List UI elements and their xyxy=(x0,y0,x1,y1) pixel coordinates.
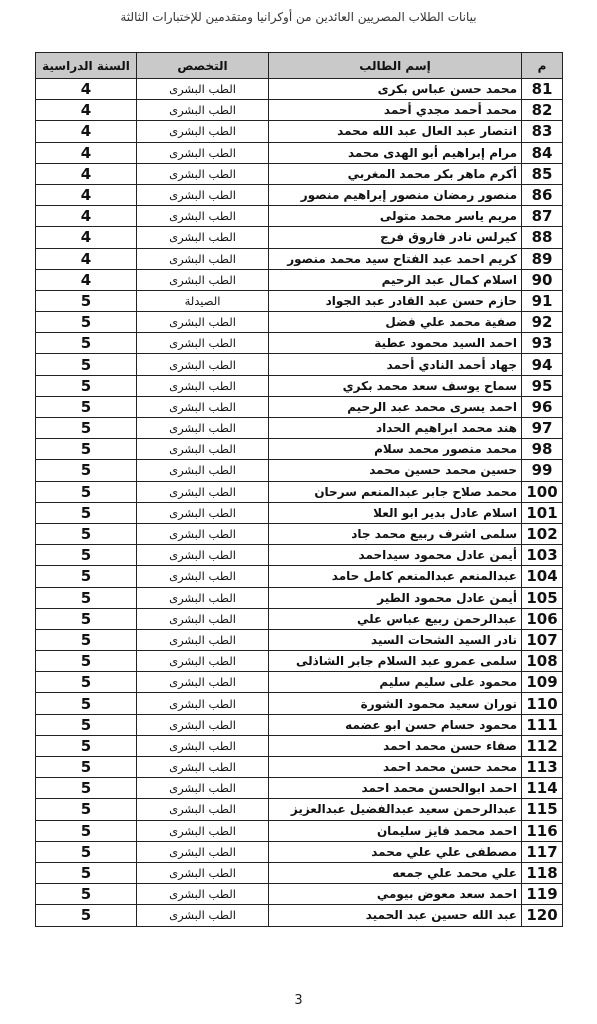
student-name: علي محمد علي جمعه xyxy=(269,862,522,883)
row-number: 85 xyxy=(522,163,563,184)
specialty: الطب البشرى xyxy=(137,608,269,629)
student-name: محمد صلاح جابر عبدالمنعم سرحان xyxy=(269,481,522,502)
study-year: 5 xyxy=(36,714,137,735)
table-row xyxy=(36,100,563,121)
study-year: 4 xyxy=(36,269,137,290)
study-year: 5 xyxy=(36,396,137,417)
specialty: الطب البشرى xyxy=(137,206,269,227)
student-name: اسلام عادل بدير ابو العلا xyxy=(269,502,522,523)
specialty: الطب البشرى xyxy=(137,502,269,523)
specialty: الطب البشرى xyxy=(137,841,269,862)
table-row xyxy=(36,629,563,650)
row-number: 86 xyxy=(522,184,563,205)
table-row xyxy=(36,439,563,460)
specialty: الطب البشرى xyxy=(137,248,269,269)
study-year: 4 xyxy=(36,79,137,100)
study-year: 5 xyxy=(36,523,137,544)
header-name: إسم الطالب xyxy=(269,53,522,79)
specialty: الطب البشرى xyxy=(137,672,269,693)
specialty: الطب البشرى xyxy=(137,693,269,714)
study-year: 5 xyxy=(36,778,137,799)
study-year: 5 xyxy=(36,841,137,862)
row-number: 107 xyxy=(522,629,563,650)
row-number: 106 xyxy=(522,608,563,629)
row-number: 105 xyxy=(522,587,563,608)
row-number: 101 xyxy=(522,502,563,523)
students-table-container xyxy=(35,52,562,927)
study-year: 5 xyxy=(36,629,137,650)
row-number: 82 xyxy=(522,100,563,121)
student-name: احمد السيد محمود عطية xyxy=(269,333,522,354)
row-number: 112 xyxy=(522,735,563,756)
study-year: 5 xyxy=(36,862,137,883)
student-name: عبد الله حسين عبد الحميد xyxy=(269,905,522,926)
student-name: أيمن عادل محمود سيداحمد xyxy=(269,545,522,566)
table-row xyxy=(36,651,563,672)
row-number: 90 xyxy=(522,269,563,290)
row-number: 102 xyxy=(522,523,563,544)
specialty: الطب البشرى xyxy=(137,269,269,290)
table-row xyxy=(36,79,563,100)
study-year: 5 xyxy=(36,566,137,587)
row-number: 81 xyxy=(522,79,563,100)
table-row xyxy=(36,799,563,820)
table-row xyxy=(36,545,563,566)
specialty: الطب البشرى xyxy=(137,396,269,417)
study-year: 5 xyxy=(36,799,137,820)
students-table xyxy=(35,52,563,927)
student-name: محمد منصور محمد سلام xyxy=(269,439,522,460)
study-year: 4 xyxy=(36,206,137,227)
row-number: 97 xyxy=(522,418,563,439)
specialty: الطب البشرى xyxy=(137,184,269,205)
study-year: 5 xyxy=(36,587,137,608)
student-name: محمد حسن عباس بكرى xyxy=(269,79,522,100)
study-year: 4 xyxy=(36,227,137,248)
study-year: 5 xyxy=(36,333,137,354)
specialty: الطب البشرى xyxy=(137,439,269,460)
student-name: صفية محمد علي فضل xyxy=(269,312,522,333)
row-number: 84 xyxy=(522,142,563,163)
specialty: الطب البشرى xyxy=(137,481,269,502)
study-year: 5 xyxy=(36,693,137,714)
study-year: 5 xyxy=(36,502,137,523)
specialty: الطب البشرى xyxy=(137,566,269,587)
student-name: نادر السيد الشحات السيد xyxy=(269,629,522,650)
student-name: اسلام كمال عبد الرحيم xyxy=(269,269,522,290)
specialty: الطب البشرى xyxy=(137,862,269,883)
table-row xyxy=(36,820,563,841)
student-name: هند محمد ابراهيم الحداد xyxy=(269,418,522,439)
student-name: احمد محمد فايز سليمان xyxy=(269,820,522,841)
specialty: الطب البشرى xyxy=(137,142,269,163)
study-year: 5 xyxy=(36,608,137,629)
table-row xyxy=(36,460,563,481)
student-name: نوران سعيد محمود الشورة xyxy=(269,693,522,714)
row-number: 89 xyxy=(522,248,563,269)
study-year: 5 xyxy=(36,481,137,502)
study-year: 5 xyxy=(36,418,137,439)
row-number: 94 xyxy=(522,354,563,375)
student-name: احمد يسرى محمد عبد الرحيم xyxy=(269,396,522,417)
student-name: مرام إبراهيم أبو الهدى محمد xyxy=(269,142,522,163)
table-row xyxy=(36,269,563,290)
row-number: 115 xyxy=(522,799,563,820)
table-row xyxy=(36,142,563,163)
study-year: 5 xyxy=(36,354,137,375)
table-row xyxy=(36,862,563,883)
table-row xyxy=(36,523,563,544)
specialty: الطب البشرى xyxy=(137,629,269,650)
specialty: الطب البشرى xyxy=(137,545,269,566)
header-year: السنة الدراسية xyxy=(36,53,137,79)
study-year: 5 xyxy=(36,757,137,778)
specialty: الطب البشرى xyxy=(137,375,269,396)
row-number: 91 xyxy=(522,290,563,311)
row-number: 120 xyxy=(522,905,563,926)
page-number: 3 xyxy=(294,993,303,1008)
study-year: 5 xyxy=(36,460,137,481)
specialty: الطب البشرى xyxy=(137,778,269,799)
specialty: الطب البشرى xyxy=(137,312,269,333)
student-name: محمد أحمد مجدي أحمد xyxy=(269,100,522,121)
specialty: الطب البشرى xyxy=(137,163,269,184)
table-row xyxy=(36,714,563,735)
specialty: الطب البشرى xyxy=(137,354,269,375)
student-name: احمد ابوالحسن محمد احمد xyxy=(269,778,522,799)
table-row xyxy=(36,757,563,778)
table-row xyxy=(36,312,563,333)
table-row xyxy=(36,587,563,608)
row-number: 103 xyxy=(522,545,563,566)
table-row xyxy=(36,375,563,396)
specialty: الطب البشرى xyxy=(137,714,269,735)
study-year: 4 xyxy=(36,121,137,142)
student-name: سلمى اشرف ربيع محمد جاد xyxy=(269,523,522,544)
student-name: حازم حسن عبد القادر عبد الجواد xyxy=(269,290,522,311)
student-name: منصور رمضان منصور إبراهيم منصور xyxy=(269,184,522,205)
table-row xyxy=(36,735,563,756)
table-row xyxy=(36,206,563,227)
table-row xyxy=(36,841,563,862)
table-body xyxy=(36,79,563,927)
study-year: 5 xyxy=(36,884,137,905)
student-name: مصطفى علي علي محمد xyxy=(269,841,522,862)
table-header-row xyxy=(36,53,563,79)
specialty: الطب البشرى xyxy=(137,884,269,905)
specialty: الصيدلة xyxy=(137,290,269,311)
table-row xyxy=(36,396,563,417)
table-row xyxy=(36,566,563,587)
student-name: كريم احمد عبد الفتاح سيد محمد منصور xyxy=(269,248,522,269)
row-number: 100 xyxy=(522,481,563,502)
study-year: 5 xyxy=(36,672,137,693)
specialty: الطب البشرى xyxy=(137,333,269,354)
student-name: عبدالرحمن ربيع عباس علي xyxy=(269,608,522,629)
row-number: 98 xyxy=(522,439,563,460)
student-name: احمد سعد معوض بيومي xyxy=(269,884,522,905)
row-number: 108 xyxy=(522,651,563,672)
specialty: الطب البشرى xyxy=(137,79,269,100)
row-number: 87 xyxy=(522,206,563,227)
table-row xyxy=(36,163,563,184)
row-number: 118 xyxy=(522,862,563,883)
table-row xyxy=(36,184,563,205)
row-number: 99 xyxy=(522,460,563,481)
specialty: الطب البشرى xyxy=(137,523,269,544)
study-year: 5 xyxy=(36,312,137,333)
row-number: 119 xyxy=(522,884,563,905)
student-name: أكرم ماهر بكر محمد المغربي xyxy=(269,163,522,184)
specialty: الطب البشرى xyxy=(137,121,269,142)
table-row xyxy=(36,121,563,142)
specialty: الطب البشرى xyxy=(137,757,269,778)
specialty: الطب البشرى xyxy=(137,227,269,248)
specialty: الطب البشرى xyxy=(137,460,269,481)
row-number: 113 xyxy=(522,757,563,778)
table-row xyxy=(36,248,563,269)
specialty: الطب البشرى xyxy=(137,418,269,439)
row-number: 92 xyxy=(522,312,563,333)
row-number: 93 xyxy=(522,333,563,354)
student-name: محمود على سليم سليم xyxy=(269,672,522,693)
table-row xyxy=(36,290,563,311)
table-row xyxy=(36,227,563,248)
row-number: 117 xyxy=(522,841,563,862)
student-name: سلمى عمرو عبد السلام جابر الشاذلى xyxy=(269,651,522,672)
student-name: محمود حسام حسن ابو عضمه xyxy=(269,714,522,735)
table-row xyxy=(36,354,563,375)
table-row xyxy=(36,672,563,693)
study-year: 4 xyxy=(36,184,137,205)
row-number: 83 xyxy=(522,121,563,142)
student-name: محمد حسن محمد احمد xyxy=(269,757,522,778)
row-number: 116 xyxy=(522,820,563,841)
table-row xyxy=(36,778,563,799)
row-number: 104 xyxy=(522,566,563,587)
row-number: 114 xyxy=(522,778,563,799)
row-number: 96 xyxy=(522,396,563,417)
study-year: 5 xyxy=(36,545,137,566)
study-year: 5 xyxy=(36,905,137,926)
study-year: 5 xyxy=(36,375,137,396)
table-row xyxy=(36,333,563,354)
row-number: 88 xyxy=(522,227,563,248)
specialty: الطب البشرى xyxy=(137,799,269,820)
study-year: 5 xyxy=(36,651,137,672)
specialty: الطب البشرى xyxy=(137,100,269,121)
study-year: 5 xyxy=(36,439,137,460)
student-name: أيمن عادل محمود الطير xyxy=(269,587,522,608)
row-number: 110 xyxy=(522,693,563,714)
specialty: الطب البشرى xyxy=(137,820,269,841)
specialty: الطب البشرى xyxy=(137,587,269,608)
table-row xyxy=(36,481,563,502)
study-year: 4 xyxy=(36,163,137,184)
table-row xyxy=(36,418,563,439)
row-number: 95 xyxy=(522,375,563,396)
student-name: جهاد أحمد النادي أحمد xyxy=(269,354,522,375)
row-number: 111 xyxy=(522,714,563,735)
study-year: 4 xyxy=(36,142,137,163)
student-name: انتصار عبد العال عبد الله محمد xyxy=(269,121,522,142)
table-row xyxy=(36,693,563,714)
student-name: مريم ياسر محمد متولى xyxy=(269,206,522,227)
table-row xyxy=(36,502,563,523)
study-year: 5 xyxy=(36,735,137,756)
specialty: الطب البشرى xyxy=(137,651,269,672)
document-title: بيانات الطلاب المصريين العائدين من أوكرانيا ومتقدمين للإختبارات الثالثة xyxy=(120,10,477,24)
table-row xyxy=(36,884,563,905)
student-name: سماح يوسف سعد محمد بكري xyxy=(269,375,522,396)
specialty: الطب البشرى xyxy=(137,735,269,756)
student-name: عبدالمنعم عبدالمنعم كامل حامد xyxy=(269,566,522,587)
study-year: 4 xyxy=(36,100,137,121)
table-row xyxy=(36,608,563,629)
header-specialty: التخصص xyxy=(137,53,269,79)
row-number: 109 xyxy=(522,672,563,693)
specialty: الطب البشرى xyxy=(137,905,269,926)
table-row xyxy=(36,905,563,926)
study-year: 5 xyxy=(36,820,137,841)
student-name: عبدالرحمن سعيد عبدالفضيل عبدالعزيز xyxy=(269,799,522,820)
student-name: كيرلس نادر فاروق فرج xyxy=(269,227,522,248)
study-year: 5 xyxy=(36,290,137,311)
student-name: حسين محمد حسين محمد xyxy=(269,460,522,481)
student-name: صفاء حسن محمد احمد xyxy=(269,735,522,756)
study-year: 4 xyxy=(36,248,137,269)
header-num: م xyxy=(522,53,563,79)
